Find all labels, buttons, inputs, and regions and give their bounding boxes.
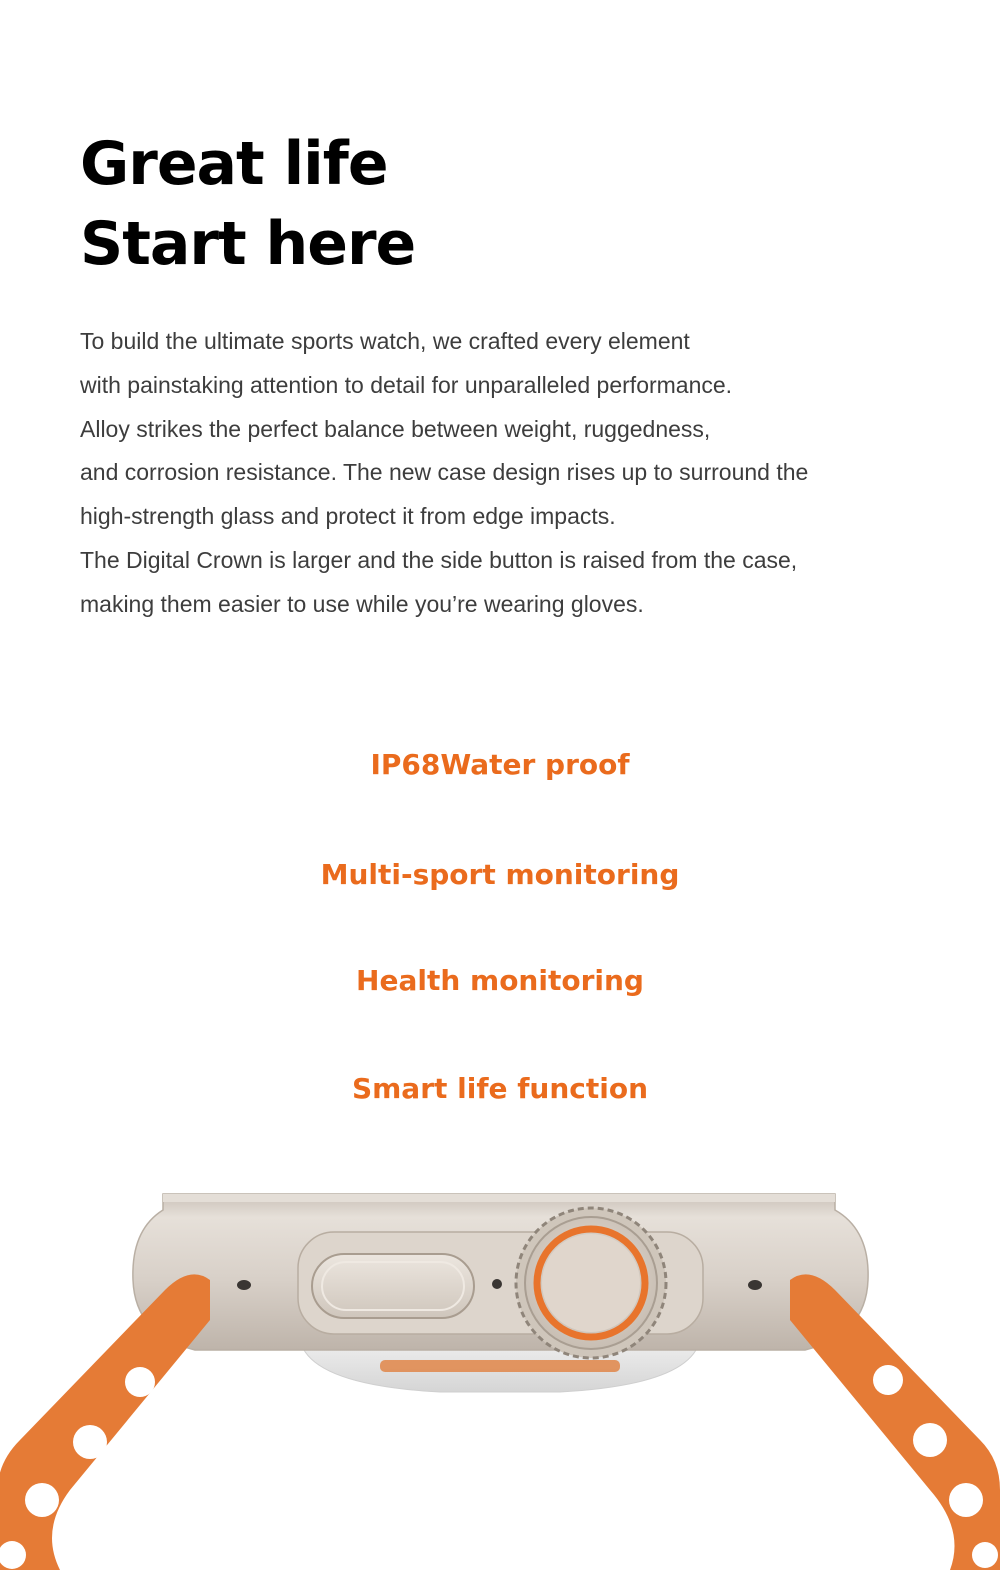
feature-health: Health monitoring bbox=[356, 964, 644, 997]
description-paragraph bbox=[80, 320, 960, 627]
digital-crown-cap bbox=[542, 1234, 640, 1332]
description-line: making them easier to use while you’re wearing gloves. bbox=[80, 590, 644, 617]
description-line: Alloy strikes the perfect balance between weight, ruggedness, bbox=[80, 415, 711, 442]
smartwatch-side-view-icon bbox=[0, 1170, 1000, 1570]
hero-title-line-2: Start here bbox=[80, 209, 416, 279]
feature-multi-sport: Multi-sport monitoring bbox=[320, 858, 680, 891]
description-line: and corrosion resistance. The new case design rises up to surround the bbox=[80, 459, 809, 486]
description-line: The Digital Crown is larger and the side button is raised from the case, bbox=[80, 546, 798, 573]
description-line: high-strength glass and protect it from edge impacts. bbox=[80, 503, 616, 530]
right-band bbox=[790, 1274, 1000, 1570]
case-hole-middle bbox=[492, 1279, 502, 1289]
hero-title-line-1: Great life bbox=[80, 129, 388, 199]
left-band bbox=[0, 1274, 210, 1570]
case-hole-right bbox=[748, 1280, 762, 1290]
feature-water-proof: IP68Water proof bbox=[370, 748, 630, 781]
watch-case-top-rim bbox=[163, 1194, 835, 1202]
description-line: with painstaking attention to detail for unparalleled performance. bbox=[80, 371, 733, 398]
watch-back-accent bbox=[380, 1360, 620, 1372]
case-hole-left bbox=[237, 1280, 251, 1290]
feature-smart-life: Smart life function bbox=[351, 1072, 649, 1105]
hero-title bbox=[80, 124, 415, 284]
description-line: To build the ultimate sports watch, we crafted every element bbox=[80, 328, 690, 354]
